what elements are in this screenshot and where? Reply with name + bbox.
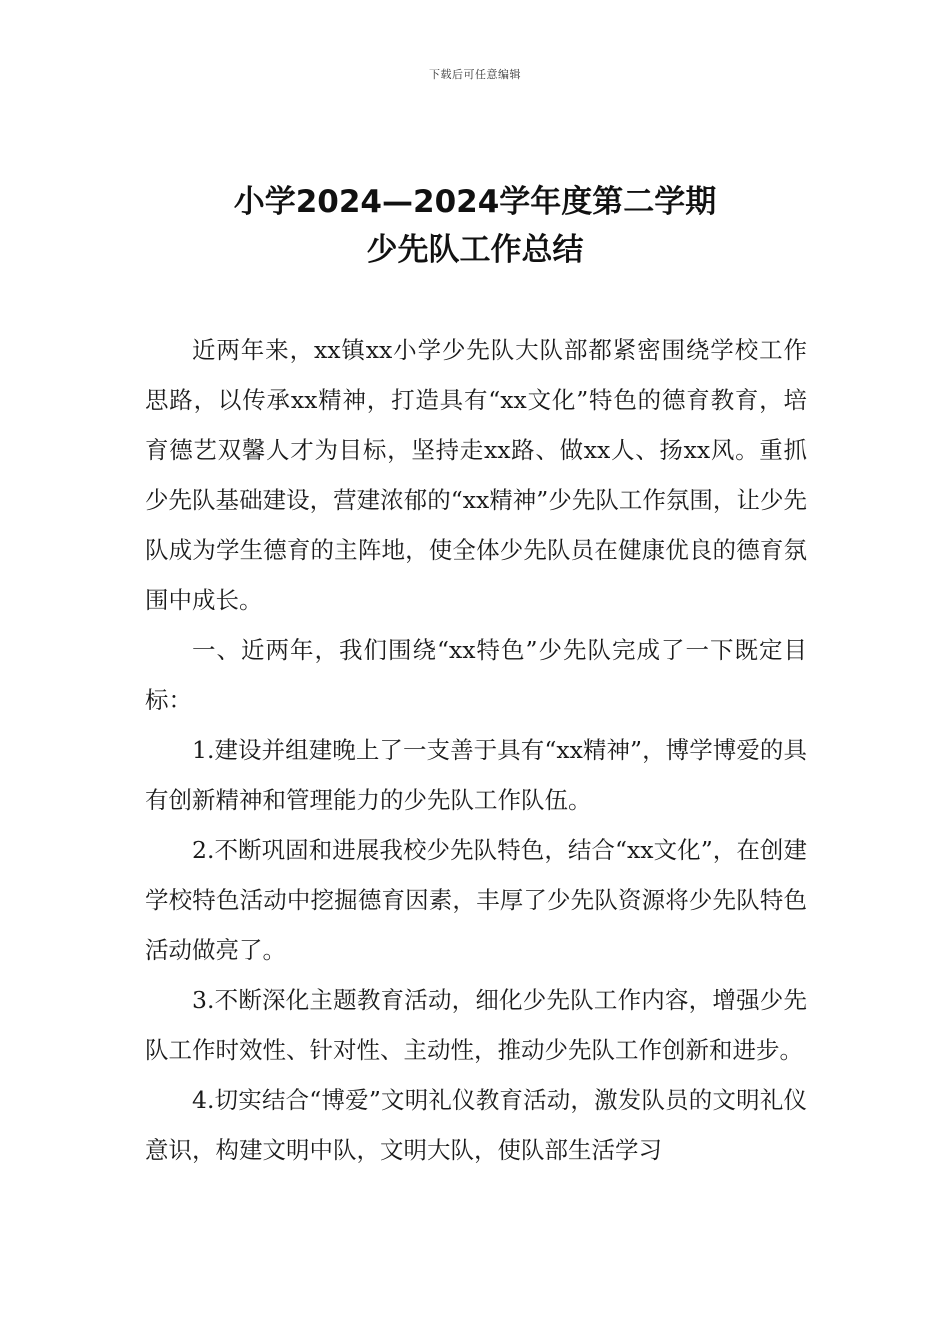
paragraph-section-1: 一、近两年，我们围绕“xx特色”少先队完成了一下既定目标： [145,636,807,714]
paragraph-item-2: 2.不断巩固和进展我校少先队特色，结合“xx文化”，在创建学校特色活动中挖掘德育因素，丰厚了少先队资源将少先队特色活动做亮了。 [145,836,807,964]
paragraph-item-1: 1.建设并组建晚上了一支善于具有“xx精神”，博学博爱的具有创新精神和管理能力的少先队工作队伍。 [145,736,807,814]
document-body [145,325,807,1175]
paragraph-item-3: 3.不断深化主题教育活动，细化少先队工作内容，增强少先队工作时效性、针对性、主动性，推动少先队工作创新和进步。 [145,986,807,1064]
header-note: 下载后可任意编辑 [429,68,521,81]
paragraph-intro: 近两年来，xx镇xx小学少先队大队部都紧密围绕学校工作思路，以传承xx精神，打造具有“xx文化”特色的德育教育，培育德艺双馨人才为目标，坚持走xx路、做xx人、扬xx风。重抓少先队基础建设，营建浓郁的“xx精神”少先队工作氛围，让少先队成为学生德育的主阵地，使全体少先队员在健康优良的德育氛围中成长。 [145,336,807,614]
title-line-2: 少先队工作总结 [366,232,584,268]
document-title [0,178,950,274]
paragraph-item-4: 4.切实结合“博爱”文明礼仪教育活动，激发队员的文明礼仪意识，构建文明中队，文明大队，使队部生活学习 [145,1086,807,1164]
title-line-1: 小学2024—2024学年度第二学期 [233,184,717,220]
